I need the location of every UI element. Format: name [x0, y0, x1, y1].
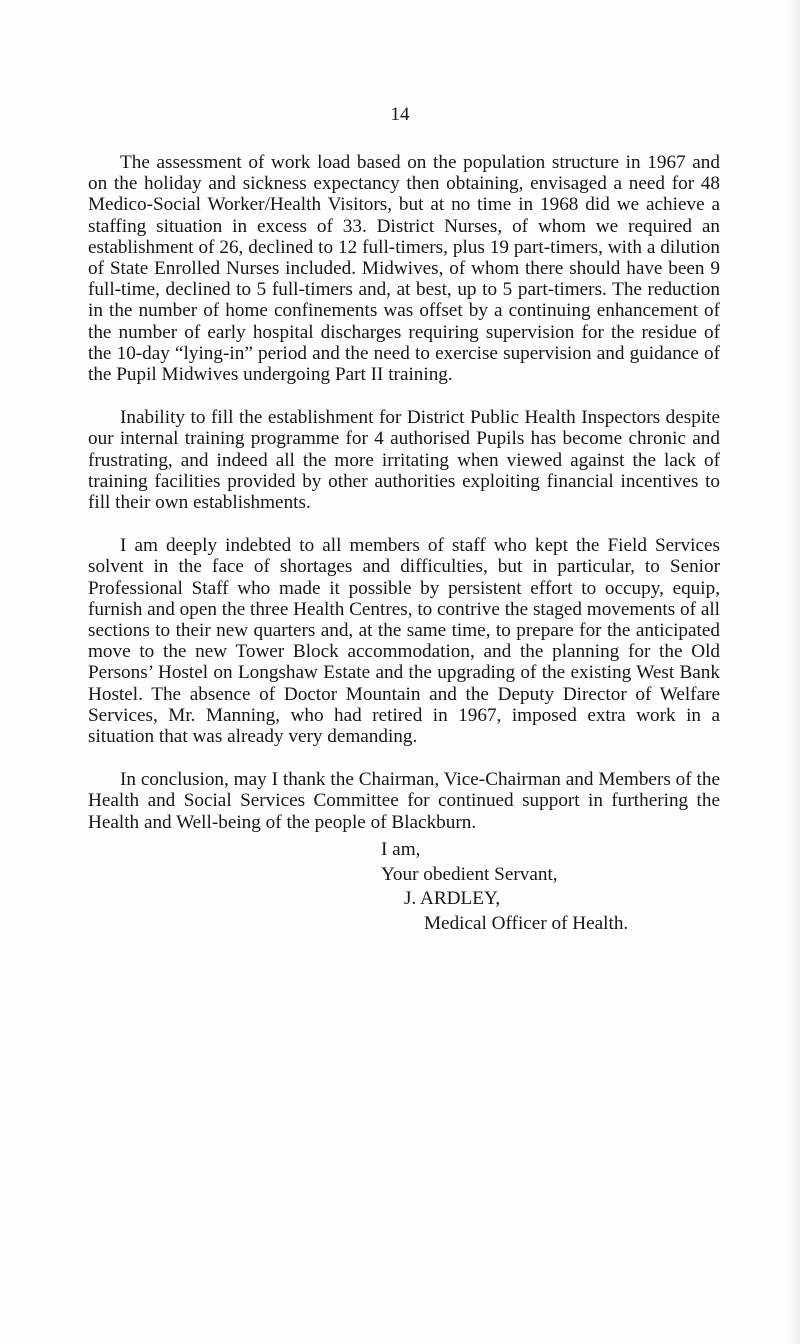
paragraph-staffing: The assessment of work load based on the population structure in 1967 and on the holiday and sickness expectancy then obtaining, envisaged a need for 48 Medico-Social Worker/Health Visitors, but at no time in 1968 did we achieve a staffing situation in excess of 33. District Nurses, of whom we required an establishment of 26, declined to 12 full-timers, plus 19 part-timers, with a dilution of State Enrolled Nurses included. Midwives, of whom there should have been 9 full-time, declined to 5 full-timers and, at best, up to 5 part-timers. The reduction in the number of home confinements was offset by a continuing enhancement of the number of early hospital discharges requiring supervision for the residue of the 10-day “lying-in” period and the need to exercise supervision and guidance of the Pupil Midwives undergoing Part II training. [88, 152, 720, 386]
signatory-name: J. ARDLEY, [404, 888, 501, 909]
paragraph-inspectors: Inability to fill the establishment for District Public Health Inspectors despite our internal training programme for 4 authorised Pupils has become chronic and frustrating, and indeed all the more irritating when viewed against the lack of training facilities provided by other authorities exploiting financial incentives to fill their own establishments. [88, 407, 720, 514]
page-number: 14 [390, 104, 410, 125]
signature-block [88, 838, 720, 936]
body-text [88, 152, 720, 855]
page-edge-shadow [786, 0, 800, 1344]
signatory-title: Medical Officer of Health. [424, 912, 629, 934]
closing-line-i-am: I am, [381, 839, 421, 860]
paragraph-acknowledgement: I am deeply indebted to all members of staff who kept the Field Services solvent in the face of shortages and difficulties, but in particular, to Senior Professional Staff who made it possible by persistent effort to occupy, equip, furnish and open the three Health Centres, to contrive the staged movements of all sections to their new quarters and, at the same time, to prepare for the anticipated move to the new Tower Block accommodation, and the planning for the Old Persons’ Hostel on Longshaw Estate and the upgrading of the existing West Bank Hostel. The absence of Doctor Mountain and the Deputy Director of Welfare Services, Mr. Manning, who had retired in 1967, imposed extra work in a situation that was already very demanding. [88, 535, 720, 748]
paragraph-conclusion: In conclusion, may I thank the Chairman, Vice-Chairman and Members of the Health and Social Services Committee for continued support in furthering the Health and Well-being of the people of Blackburn. [88, 769, 720, 833]
closing-line-servant: Your obedient Servant, [381, 863, 558, 885]
